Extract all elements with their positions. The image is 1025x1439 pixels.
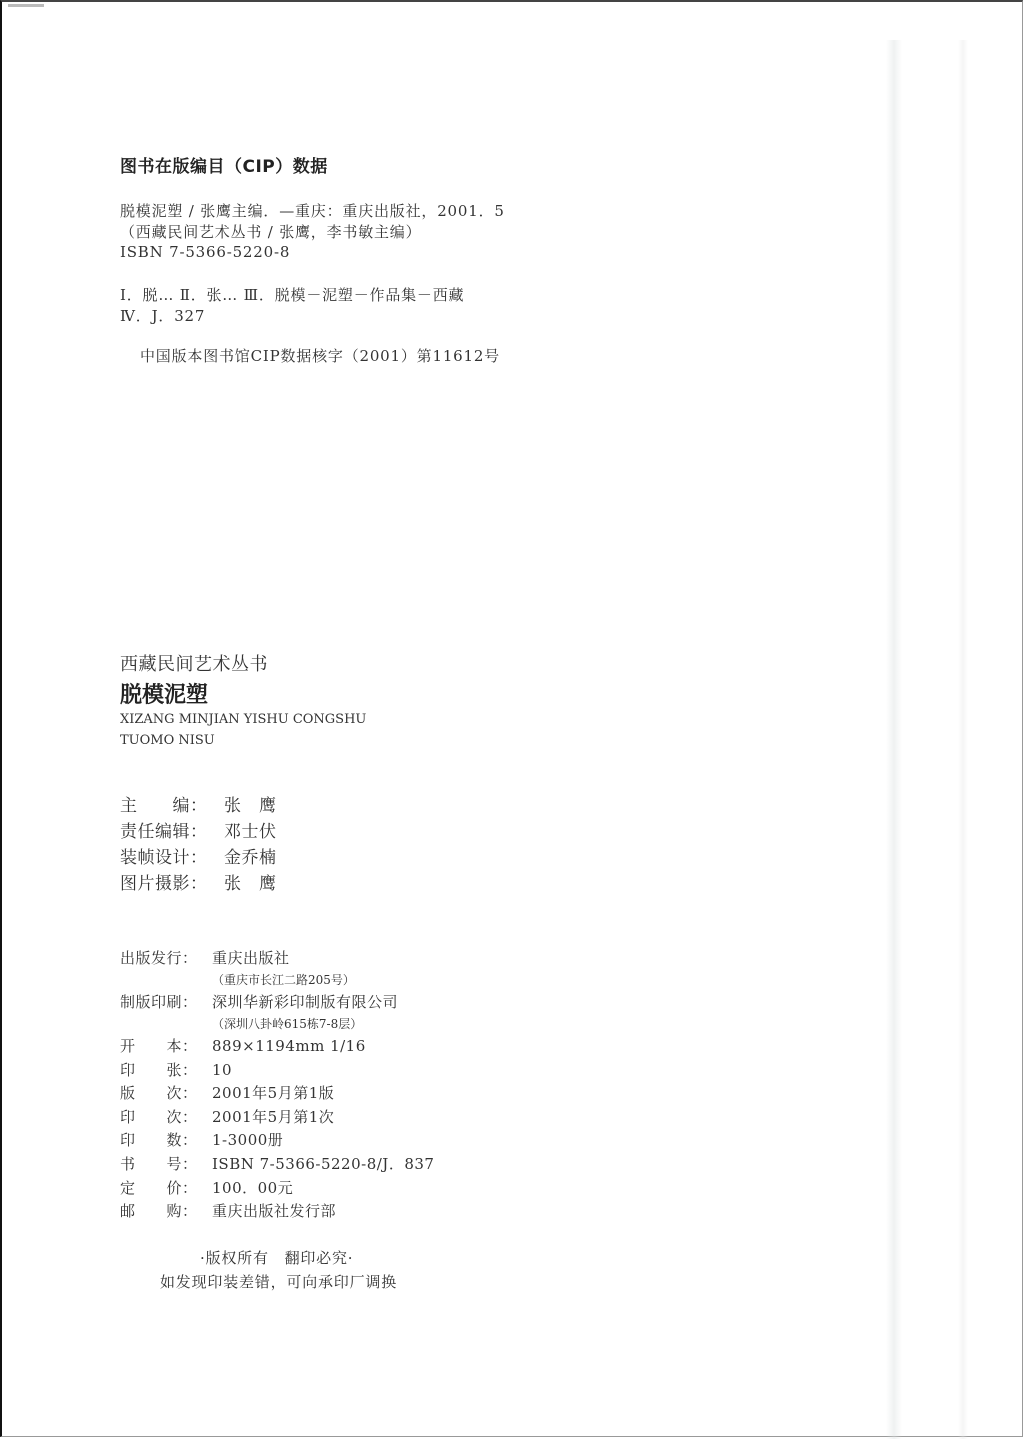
staff-value: 邓士伏 (224, 822, 277, 842)
printer-row (120, 991, 398, 1012)
pub-value: 10 (212, 1061, 233, 1079)
staff-label: 主 编： (120, 796, 208, 816)
spec-price (120, 1177, 293, 1198)
staff-label: 图片摄影： (120, 874, 208, 894)
staff-photographer (120, 869, 277, 894)
spec-printing (120, 1106, 334, 1127)
spec-book-number (120, 1153, 434, 1174)
series-name: 西藏民间艺术丛书 (120, 654, 268, 675)
spec-print-run (120, 1129, 283, 1150)
pinyin-series: XIZANG MINJIAN YISHU CONGSHU (120, 712, 367, 727)
spec-format (120, 1035, 366, 1056)
pub-label: 定 价： (120, 1179, 198, 1197)
staff-label: 装帧设计： (120, 848, 208, 868)
pub-value: 深圳华新彩印制版有限公司 (212, 993, 399, 1011)
spec-mail-order (120, 1200, 336, 1221)
pub-value: 2001年5月第1次 (212, 1108, 335, 1126)
book-title: 脱模泥塑 (120, 683, 209, 708)
publisher-address: （重庆市长江二路205号） (212, 973, 355, 987)
pub-value: ISBN 7-5366-5220-8/J．837 (212, 1155, 435, 1173)
printer-address: （深圳八卦岭615栋7-8层） (212, 1017, 363, 1031)
pub-label: 印 次： (120, 1108, 198, 1126)
staff-chief-editor (120, 791, 277, 816)
staff-value: 金乔楠 (224, 848, 277, 868)
pinyin-title: TUOMO NISU (120, 733, 215, 748)
scan-mark (8, 4, 44, 7)
staff-value: 张 鹰 (224, 796, 277, 816)
pub-value: 2001年5月第1版 (212, 1084, 335, 1102)
defect-exchange-notice: 如发现印装差错，可向承印厂调换 (160, 1273, 398, 1291)
pub-label: 邮 购： (120, 1202, 198, 1220)
pub-value: 889×1194mm 1/16 (212, 1037, 366, 1055)
cip-line-isbn: ISBN 7-5366-5220-8 (120, 243, 291, 261)
cip-line-subjects: Ⅰ．脱… Ⅱ．张… Ⅲ．脱模－泥塑－作品集－西藏 (120, 286, 465, 304)
staff-label: 责任编辑： (120, 822, 208, 842)
pub-label: 出版发行： (120, 949, 198, 967)
staff-value: 张 鹰 (224, 874, 277, 894)
cip-heading: 图书在版编目（CIP）数据 (120, 157, 328, 177)
cip-line-series: （西藏民间艺术丛书 / 张鹰，李书敏主编） (120, 223, 422, 241)
pub-label: 制版印刷： (120, 993, 198, 1011)
publisher-row (120, 947, 290, 968)
pub-label: 版 次： (120, 1084, 198, 1102)
pub-label: 开 本： (120, 1037, 198, 1055)
pub-label: 书 号： (120, 1155, 198, 1173)
spec-sheets (120, 1059, 232, 1080)
pub-value: 1-3000册 (212, 1131, 284, 1149)
cip-line-classification: Ⅳ．J．327 (120, 307, 206, 325)
staff-designer (120, 843, 277, 868)
page-fold-shadow (886, 40, 902, 1439)
copyright-notice: ·版权所有 翻印必究· (200, 1249, 354, 1267)
page-fold-shadow-secondary (958, 40, 968, 1439)
pub-label: 印 张： (120, 1061, 198, 1079)
pub-value: 重庆出版社 (212, 949, 290, 967)
staff-responsible-editor (120, 817, 277, 842)
cip-line-record-number: 中国版本图书馆CIP数据核字（2001）第11612号 (140, 347, 500, 365)
pub-value: 重庆出版社发行部 (212, 1202, 337, 1220)
cip-line-title: 脱模泥塑 / 张鹰主编．—重庆：重庆出版社，2001．5 (120, 202, 505, 220)
spec-edition (120, 1082, 334, 1103)
pub-value: 100．00元 (212, 1179, 294, 1197)
pub-label: 印 数： (120, 1131, 198, 1149)
